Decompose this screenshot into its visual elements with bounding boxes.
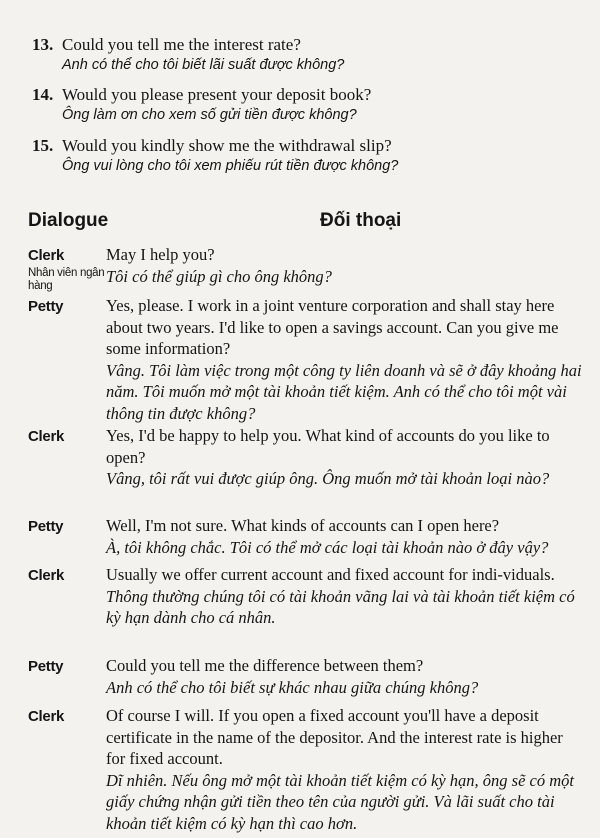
item-number: 15. — [32, 136, 54, 155]
item-english-text: Would you kindly show me the withdrawal slip? — [62, 136, 392, 155]
turn-vietnamese: Tôi có thể giúp gì cho ông không? — [106, 266, 332, 286]
turn-english: Yes, I'd be happy to help you. What kind of accounts do you like to open? — [106, 426, 550, 467]
speaker-name: Petty — [28, 518, 64, 535]
turn-english: Usually we offer current account and fixed account for indi-viduals. — [106, 565, 555, 584]
turn-english: Well, I'm not sure. What kinds of accounts can I open here? — [106, 516, 500, 535]
numbered-item — [32, 34, 592, 75]
turn-vietnamese: Vâng, tôi rất vui được giúp ông. Ông muốn mở tài khoản loại nào? — [106, 469, 550, 488]
dialogue-heading: Dialogue — [28, 210, 109, 231]
item-vietnamese: Anh có thể cho tôi biết lãi suất được không? — [62, 57, 345, 73]
turn-english: Of course I will. If you open a fixed account you'll have a deposit certificate in the name of the depositor. And the interest rate is higher for fixed account. — [106, 706, 563, 768]
turn-english: Could you tell me the difference between them? — [106, 656, 424, 675]
dialogue-turn — [106, 295, 584, 424]
dialogue-turn — [106, 564, 584, 629]
speaker-name: Clerk — [28, 567, 65, 584]
speaker-name: Clerk — [28, 247, 65, 264]
turn-vietnamese: Vâng. Tôi làm việc trong một công ty liên doanh và sẽ ở đây khoảng hai năm. Tôi muốn mở một tài khoản tiết kiệm. Anh có thể cho tôi một vài thông tin được không? — [106, 360, 582, 423]
turn-vietnamese: Anh có thể cho tôi biết sự khác nhau giữa chúng không? — [106, 677, 479, 697]
dialogue-turn — [106, 705, 584, 834]
item-number: 13. — [32, 35, 54, 54]
item-english — [32, 84, 592, 106]
speaker-label — [28, 658, 106, 676]
speaker-label — [28, 298, 106, 316]
numbered-item — [32, 135, 592, 176]
numbered-item — [32, 84, 592, 125]
dialogue-turn — [106, 515, 584, 558]
speaker-subtitle: Nhân viên ngân hàng — [28, 267, 105, 292]
turn-vietnamese: À, tôi không chắc. Tôi có thể mở các loại tài khoản nào ở đây vậy? — [106, 537, 549, 557]
dialogue-heading-vietnamese: Đối thoại — [320, 210, 402, 231]
speaker-label — [28, 518, 106, 536]
item-english-text: Would you please present your deposit book? — [62, 85, 372, 104]
item-english — [32, 135, 592, 157]
turn-english: Yes, please. I work in a joint venture corporation and shall stay here about two years. I'd like to open a savings account. Can you give me some information? — [106, 296, 559, 358]
turn-vietnamese: Thông thường chúng tôi có tài khoản vãng lai và tài khoản tiết kiệm có kỳ hạn dành cho cá nhân. — [106, 586, 575, 627]
speaker-name: Petty — [28, 658, 64, 675]
speaker-name: Clerk — [28, 428, 65, 445]
turn-english: May I help you? — [106, 245, 215, 264]
dialogue-turn — [106, 244, 584, 287]
dialogue-turn — [106, 655, 584, 698]
dialogue-turn — [106, 425, 584, 490]
speaker-name: Petty — [28, 298, 64, 315]
speaker-name: Clerk — [28, 708, 65, 725]
item-number: 14. — [32, 85, 54, 104]
item-vietnamese: Ông làm ơn cho xem số gửi tiền được không? — [62, 107, 357, 123]
speaker-label — [28, 428, 106, 446]
item-english-text: Could you tell me the interest rate? — [62, 35, 301, 54]
item-vietnamese: Ông vui lòng cho tôi xem phiếu rút tiền được không? — [62, 158, 399, 174]
speaker-label — [28, 708, 106, 726]
speaker-label — [28, 247, 106, 293]
item-english — [32, 34, 592, 56]
speaker-label — [28, 567, 106, 585]
turn-vietnamese: Dĩ nhiên. Nếu ông mở một tài khoản tiết kiệm có kỳ hạn, ông sẽ có một giấy chứng nhận gửi tiền theo tên của người gửi. Và lãi suất cho tài khoản tiết kiệm có kỳ hạn thì cao hơn. — [106, 770, 574, 833]
